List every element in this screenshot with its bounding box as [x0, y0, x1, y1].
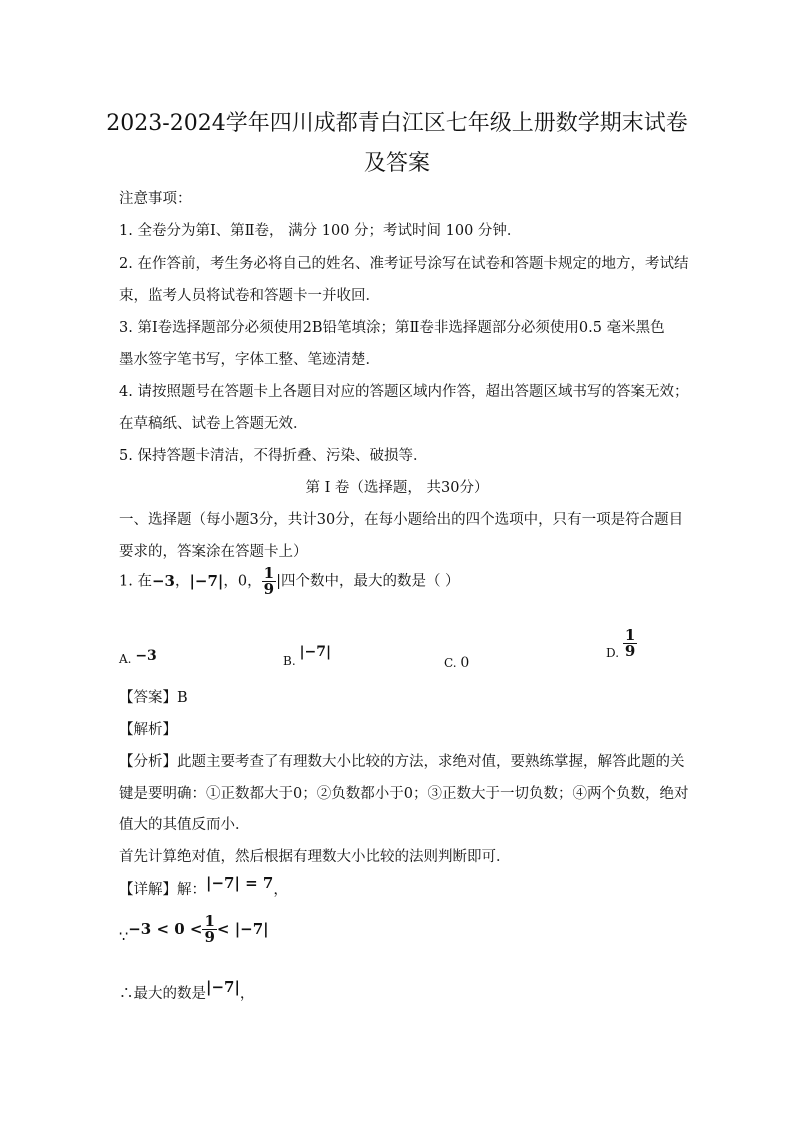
section-title: 第 Ⅰ 卷（选择题， 共30分）	[305, 480, 489, 496]
question-1-sep2: ，0，	[223, 573, 262, 590]
notice-item-2-line2: 束，监考人员将试卷和答题卡一并收回．	[119, 288, 380, 304]
inequality-fraction-den: 9	[204, 928, 215, 946]
analysis-label: 【解析】	[119, 722, 177, 738]
notice-heading: 注意事项：	[119, 191, 192, 207]
question-1-abs-seven: |−7|	[189, 572, 224, 590]
option-b-value: |−7|	[299, 644, 332, 660]
option-a-label: A.	[119, 652, 132, 666]
part-instruction-line2: 要求的，答案涂在答题卡上）	[119, 544, 308, 560]
because-symbol: ∵	[119, 929, 129, 946]
option-a	[119, 648, 157, 667]
notice-item-3-line1: 3. 第Ⅰ卷选择题部分必须使用2B铅笔填涂；第Ⅱ卷非选择题部分必须使用0.5 毫米黑色	[119, 320, 665, 336]
question-1-fraction-num: 1	[263, 564, 275, 582]
detail-line	[119, 874, 288, 899]
option-d-fraction	[623, 628, 637, 659]
inequality-fraction	[202, 914, 216, 945]
inequality-line	[119, 914, 269, 945]
notice-item-5: 5. 保持答题卡清洁，不得折叠、污染、破损等．	[119, 448, 428, 464]
notice-item-4-line1: 4. 请按照题号在答题卡上各题目对应的答题区域内作答，超出答题区域书写的答案无效；	[119, 384, 689, 400]
document-title-line1: 2023-2024学年四川成都青白江区七年级上册数学期末试卷	[106, 111, 688, 136]
option-c-label: C.	[444, 656, 457, 670]
conclusion-end: ，	[239, 986, 255, 1002]
notice-item-2-line1: 2. 在作答前，考生务必将自己的姓名、准考证号涂写在试卷和答题卡规定的地方，考试结	[119, 256, 689, 272]
answer-label: 【答案】B	[119, 690, 188, 706]
analysis-text-line2: 键是要明确：①正数都大于0；②负数都小于0；③正数大于一切负数；④两个负数，绝对	[119, 786, 689, 802]
inequality-right: < |−7|	[216, 920, 269, 938]
option-a-value: −3	[135, 648, 157, 664]
question-1-suffix: |四个数中，最大的数是（ ）	[276, 573, 460, 590]
option-d	[606, 628, 637, 659]
conclusion-text: ∴最大的数是	[119, 986, 206, 1002]
option-d-fraction-den: 9	[624, 642, 636, 660]
analysis-text-line1: 【分析】此题主要考查了有理数大小比较的方法，求绝对值，要熟练掌握，解答此题的关	[119, 754, 685, 770]
conclusion-line	[119, 978, 255, 1003]
detail-comma: ，	[273, 882, 288, 898]
analysis-text-line3: 值大的其值反而小．	[119, 817, 250, 833]
question-1-prefix: 1. 在	[119, 573, 152, 590]
option-c-value: 0	[460, 655, 470, 671]
detail-prefix: 【详解】解：	[119, 882, 206, 898]
option-b	[283, 644, 332, 668]
analysis-text-line4: 首先计算绝对值，然后根据有理数大小比较的法则判断即可．	[119, 849, 511, 865]
question-1	[119, 566, 460, 597]
notice-item-1: 1. 全卷分为第Ⅰ、第Ⅱ卷， 满分 100 分；考试时间 100 分钟．	[119, 223, 522, 239]
inequality-left: −3 < 0 <	[128, 920, 203, 938]
option-c	[444, 655, 469, 671]
option-d-label: D.	[606, 646, 620, 660]
option-d-fraction-num: 1	[624, 626, 636, 644]
inequality-fraction-num: 1	[204, 912, 215, 930]
part-instruction-line1: 一、选择题（每小题3分，共计30分，在每小题给出的四个选项中，只有一项是符合题目	[119, 512, 684, 528]
detail-equation: |−7| = 7	[206, 874, 274, 892]
document-title-line2: 及答案	[363, 151, 430, 176]
notice-item-3-line2: 墨水签字笔书写，字体工整、笔迹清楚．	[119, 352, 380, 368]
question-1-sep1: ，	[174, 573, 190, 590]
question-1-fraction	[262, 566, 276, 597]
question-1-neg-three: −3	[151, 572, 175, 590]
conclusion-value: |−7|	[206, 978, 240, 996]
question-1-fraction-den: 9	[263, 580, 275, 598]
notice-item-4-line2: 在草稿纸、试卷上答题无效．	[119, 416, 308, 432]
option-b-label: B.	[283, 654, 296, 668]
